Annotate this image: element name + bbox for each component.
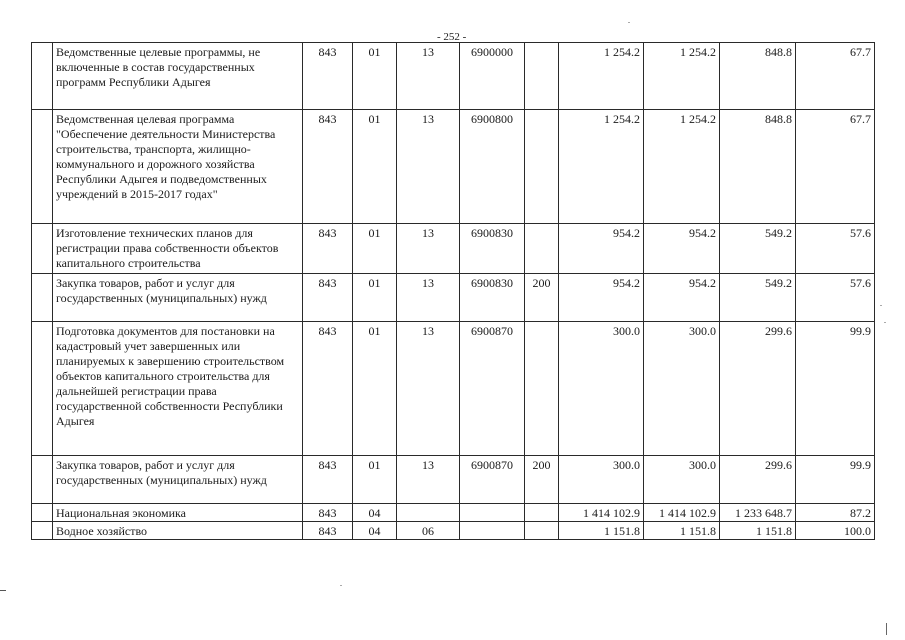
subsection-code: 13 (397, 43, 460, 110)
scan-speck (884, 322, 886, 323)
expense-type-code (525, 322, 559, 456)
ved-code: 843 (303, 43, 353, 110)
plan-amount: 1 254.2 (559, 43, 644, 110)
page-number: - 252 - (437, 31, 467, 43)
plan-amount: 954.2 (559, 274, 644, 322)
target-article-code (460, 504, 525, 522)
approved-amount: 954.2 (644, 224, 720, 274)
margin-cell (32, 43, 53, 110)
margin-cell (32, 504, 53, 522)
section-code: 04 (353, 504, 397, 522)
executed-amount: 549.2 (720, 224, 796, 274)
scan-speck (628, 22, 630, 23)
row-name: Подготовка документов для постановки на кадастровый учет завершенных или планируемых к завершению строительством объектов капитального строительства для дальнейшей регистрации права государственной собственности Республики Адыгея (53, 322, 303, 456)
margin-cell (32, 110, 53, 224)
subsection-code: 13 (397, 110, 460, 224)
execution-percent: 67.7 (796, 43, 875, 110)
plan-amount: 1 414 102.9 (559, 504, 644, 522)
expense-type-code (525, 224, 559, 274)
approved-amount: 300.0 (644, 456, 720, 504)
margin-cell (32, 322, 53, 456)
margin-cell (32, 224, 53, 274)
table-row (32, 322, 875, 456)
scan-mark (0, 590, 6, 591)
executed-amount: 549.2 (720, 274, 796, 322)
expense-type-code (525, 504, 559, 522)
plan-amount: 1 151.8 (559, 522, 644, 540)
margin-cell (32, 456, 53, 504)
executed-amount: 1 233 648.7 (720, 504, 796, 522)
executed-amount: 1 151.8 (720, 522, 796, 540)
target-article-code: 6900870 (460, 322, 525, 456)
margin-cell (32, 274, 53, 322)
section-code: 04 (353, 522, 397, 540)
ved-code: 843 (303, 274, 353, 322)
row-name: Изготовление технических планов для регистрации права собственности объектов капитального строительства (53, 224, 303, 274)
ved-code: 843 (303, 522, 353, 540)
plan-amount: 300.0 (559, 322, 644, 456)
section-code: 01 (353, 274, 397, 322)
table-row (32, 522, 875, 540)
execution-percent: 57.6 (796, 224, 875, 274)
target-article-code: 6900830 (460, 274, 525, 322)
executed-amount: 848.8 (720, 110, 796, 224)
subsection-code: 13 (397, 456, 460, 504)
plan-amount: 1 254.2 (559, 110, 644, 224)
approved-amount: 1 254.2 (644, 43, 720, 110)
ved-code: 843 (303, 504, 353, 522)
row-name: Национальная экономика (53, 504, 303, 522)
expense-type-code: 200 (525, 274, 559, 322)
target-article-code: 6900800 (460, 110, 525, 224)
table-row (32, 504, 875, 522)
subsection-code: 13 (397, 322, 460, 456)
ved-code: 843 (303, 456, 353, 504)
expense-type-code (525, 110, 559, 224)
table-row (32, 456, 875, 504)
row-name: Водное хозяйство (53, 522, 303, 540)
margin-cell (32, 522, 53, 540)
executed-amount: 299.6 (720, 456, 796, 504)
row-name: Закупка товаров, работ и услуг для государственных (муниципальных) нужд (53, 456, 303, 504)
ved-code: 843 (303, 224, 353, 274)
table-row (32, 43, 875, 110)
expense-type-code (525, 43, 559, 110)
scan-speck (880, 305, 882, 306)
section-code: 01 (353, 43, 397, 110)
expense-type-code (525, 522, 559, 540)
approved-amount: 1 151.8 (644, 522, 720, 540)
section-code: 01 (353, 110, 397, 224)
section-code: 01 (353, 322, 397, 456)
target-article-code: 6900870 (460, 456, 525, 504)
target-article-code (460, 522, 525, 540)
table-row (32, 274, 875, 322)
plan-amount: 300.0 (559, 456, 644, 504)
subsection-code (397, 504, 460, 522)
scan-speck (340, 585, 342, 586)
execution-percent: 99.9 (796, 322, 875, 456)
execution-percent: 99.9 (796, 456, 875, 504)
table-row (32, 224, 875, 274)
row-name: Ведомственная целевая программа "Обеспечение деятельности Министерства строительства, транспорта, жилищно-коммунального и дорожного хозяйства Республики Адыгея и подведомственных учреждений в 2015-2017 годах" (53, 110, 303, 224)
execution-percent: 67.7 (796, 110, 875, 224)
executed-amount: 299.6 (720, 322, 796, 456)
scan-mark (886, 623, 887, 635)
subsection-code: 13 (397, 274, 460, 322)
ved-code: 843 (303, 110, 353, 224)
section-code: 01 (353, 456, 397, 504)
ved-code: 843 (303, 322, 353, 456)
section-code: 01 (353, 224, 397, 274)
approved-amount: 1 414 102.9 (644, 504, 720, 522)
table-row (32, 110, 875, 224)
execution-percent: 100.0 (796, 522, 875, 540)
executed-amount: 848.8 (720, 43, 796, 110)
execution-percent: 87.2 (796, 504, 875, 522)
execution-percent: 57.6 (796, 274, 875, 322)
subsection-code: 06 (397, 522, 460, 540)
expense-type-code: 200 (525, 456, 559, 504)
budget-table (31, 42, 875, 540)
subsection-code: 13 (397, 224, 460, 274)
approved-amount: 1 254.2 (644, 110, 720, 224)
row-name: Ведомственные целевые программы, не включенные в состав государственных программ Республики Адыгея (53, 43, 303, 110)
approved-amount: 300.0 (644, 322, 720, 456)
target-article-code: 6900830 (460, 224, 525, 274)
target-article-code: 6900000 (460, 43, 525, 110)
plan-amount: 954.2 (559, 224, 644, 274)
approved-amount: 954.2 (644, 274, 720, 322)
row-name: Закупка товаров, работ и услуг для государственных (муниципальных) нужд (53, 274, 303, 322)
